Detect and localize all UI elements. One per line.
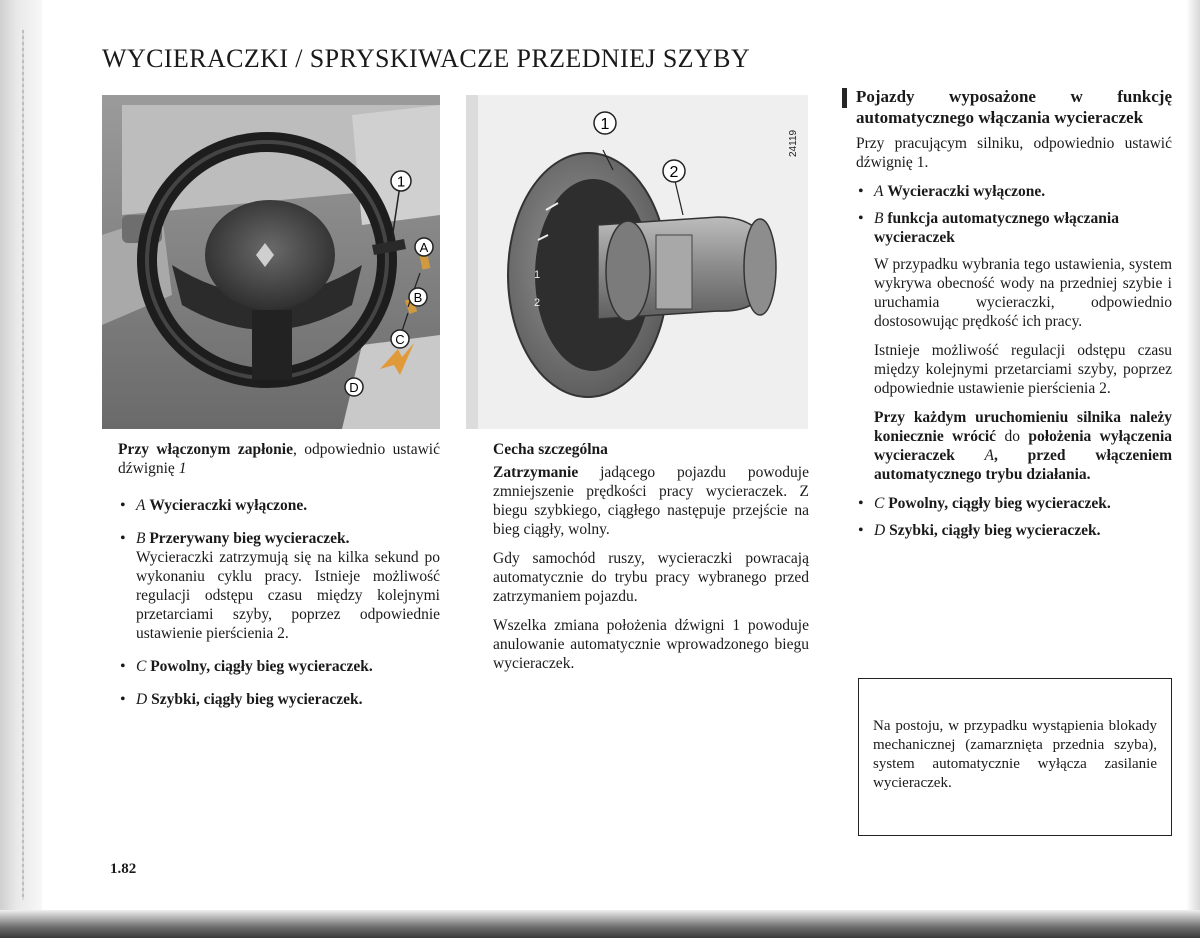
svg-text:1: 1 (600, 116, 610, 133)
column-special-feature (493, 440, 809, 683)
svg-text:2: 2 (669, 164, 679, 181)
page-title: WYCIERACZKI / SPRYSKIWACZE PRZEDNIEJ SZYBY (102, 44, 751, 73)
list-item-d: • D Szybki, ciągły bieg wycieraczek. (856, 521, 1172, 540)
section-heading: Pojazdy wyposażone w funkcję automatycznego włączania wycieraczek (856, 87, 1172, 127)
list-item-a: • A Wycieraczki wyłączone. (856, 182, 1172, 201)
intro-paragraph: Przy włączonym zapłonie, odpowiednio ustawić dźwignię 1 (118, 441, 440, 477)
section-marker-bar (842, 88, 847, 108)
note-box (858, 678, 1172, 836)
svg-text:C: C (395, 332, 405, 347)
page-right-edge (1186, 0, 1200, 938)
wiper-stalk-illustration (478, 95, 808, 429)
column-manual-wipers (118, 440, 440, 723)
intro-paragraph: Przy pracującym silniku, odpowiednio ustawić dźwignię 1. (856, 135, 1172, 171)
paragraph-stop: Zatrzymanie jadącego pojazdu powoduje zmniejszenie prędkości pracy wycieraczek. Z biegu szybkiego, ciągłego następuje przejście na bieg ciągły, wolny. (493, 464, 809, 538)
figure1-callouts (102, 95, 440, 429)
callout-c (391, 330, 409, 348)
page-number: 1.82 (110, 861, 137, 877)
note-text: Na postoju, w przypadku wystąpienia blokady mechanicznej (zamarznięta przednia szyba), system automatycznie wyłącza zasilanie wycieraczek. (873, 718, 1157, 791)
paragraph-cancel: Wszelka zmiana położenia dźwigni 1 powoduje anulowanie automatycznie wprowadzonego biegu wycieraczek. (493, 617, 809, 672)
figure2-callouts (478, 95, 808, 429)
paragraph-resume: Gdy samochód ruszy, wycieraczki powracają automatycznie do trybu pracy wybranego przed zatrzymaniem pojazdu. (493, 550, 809, 605)
callout-2 (663, 160, 685, 182)
callout-b (409, 288, 427, 306)
svg-text:1: 1 (534, 269, 541, 281)
list-item-b: • B Przerywany bieg wycieraczek. Wycieraczki zatrzymują się na kilka sekund po wykonaniu cyklu pracy. Istnieje możliwość regulacji odstępu czasu między kolejnymi przetarciami szyby, poprzez odpowiednie ustawienie pierścienia 2. (118, 529, 440, 643)
list-item-c: • C Powolny, ciągły bieg wycieraczek. (118, 657, 440, 676)
list-item-c: • C Powolny, ciągły bieg wycieraczek. (856, 494, 1172, 513)
list-item-b: • B funkcja automatycznego włączania wycieraczek (856, 209, 1172, 247)
svg-text:A: A (419, 240, 429, 255)
interval-adjustment: Istnieje możliwość regulacji odstępu czasu między kolejnymi przetarciami szyby, poprzez odpowiednie ustawienie pierścienia 2. (874, 342, 1172, 397)
auto-description: W przypadku wybrania tego ustawienia, system wykrywa obecność wody na przedniej szybie i uruchamia wycieraczki, odpowiednio dostosowując prędkość ich pracy. (874, 256, 1172, 330)
steering-wheel-illustration (102, 95, 440, 429)
section-heading: Cecha szczególna (493, 441, 608, 458)
callout-a (415, 238, 433, 256)
restart-warning: Przy każdym uruchomieniu silnika należy koniecznie wrócić do położenia wyłączenia wycieraczek A, przed włączeniem automatycznego trybu działania. (874, 409, 1173, 483)
svg-text:B: B (413, 290, 423, 305)
speed-settings-list (856, 494, 1172, 540)
wiper-settings-list (118, 496, 440, 709)
callout-1 (391, 171, 411, 191)
list-item-a: • A Wycieraczki wyłączone. (118, 496, 440, 515)
svg-text:D: D (349, 380, 359, 395)
callout-d (345, 378, 363, 396)
svg-text:1: 1 (396, 173, 406, 191)
page-bottom-shadow (0, 910, 1200, 938)
intermittent-description: Wycieraczki zatrzymują się na kilka sekund po wykonaniu cyklu pracy. Istnieje możliwość regulacji odstępu czasu między kolejnymi przetarciami szyby, poprzez odpowiednie ustawienie pierścienia 2. (136, 549, 440, 642)
svg-text:2: 2 (534, 297, 541, 309)
auto-settings-list (856, 182, 1172, 247)
figure2-frame-edge (466, 95, 478, 429)
column-automatic-wipers (856, 86, 1172, 554)
svg-text:24119: 24119 (788, 129, 799, 157)
callout-1 (594, 112, 616, 134)
page-binding-edge (0, 0, 42, 938)
list-item-d: • D Szybki, ciągły bieg wycieraczek. (118, 690, 440, 709)
